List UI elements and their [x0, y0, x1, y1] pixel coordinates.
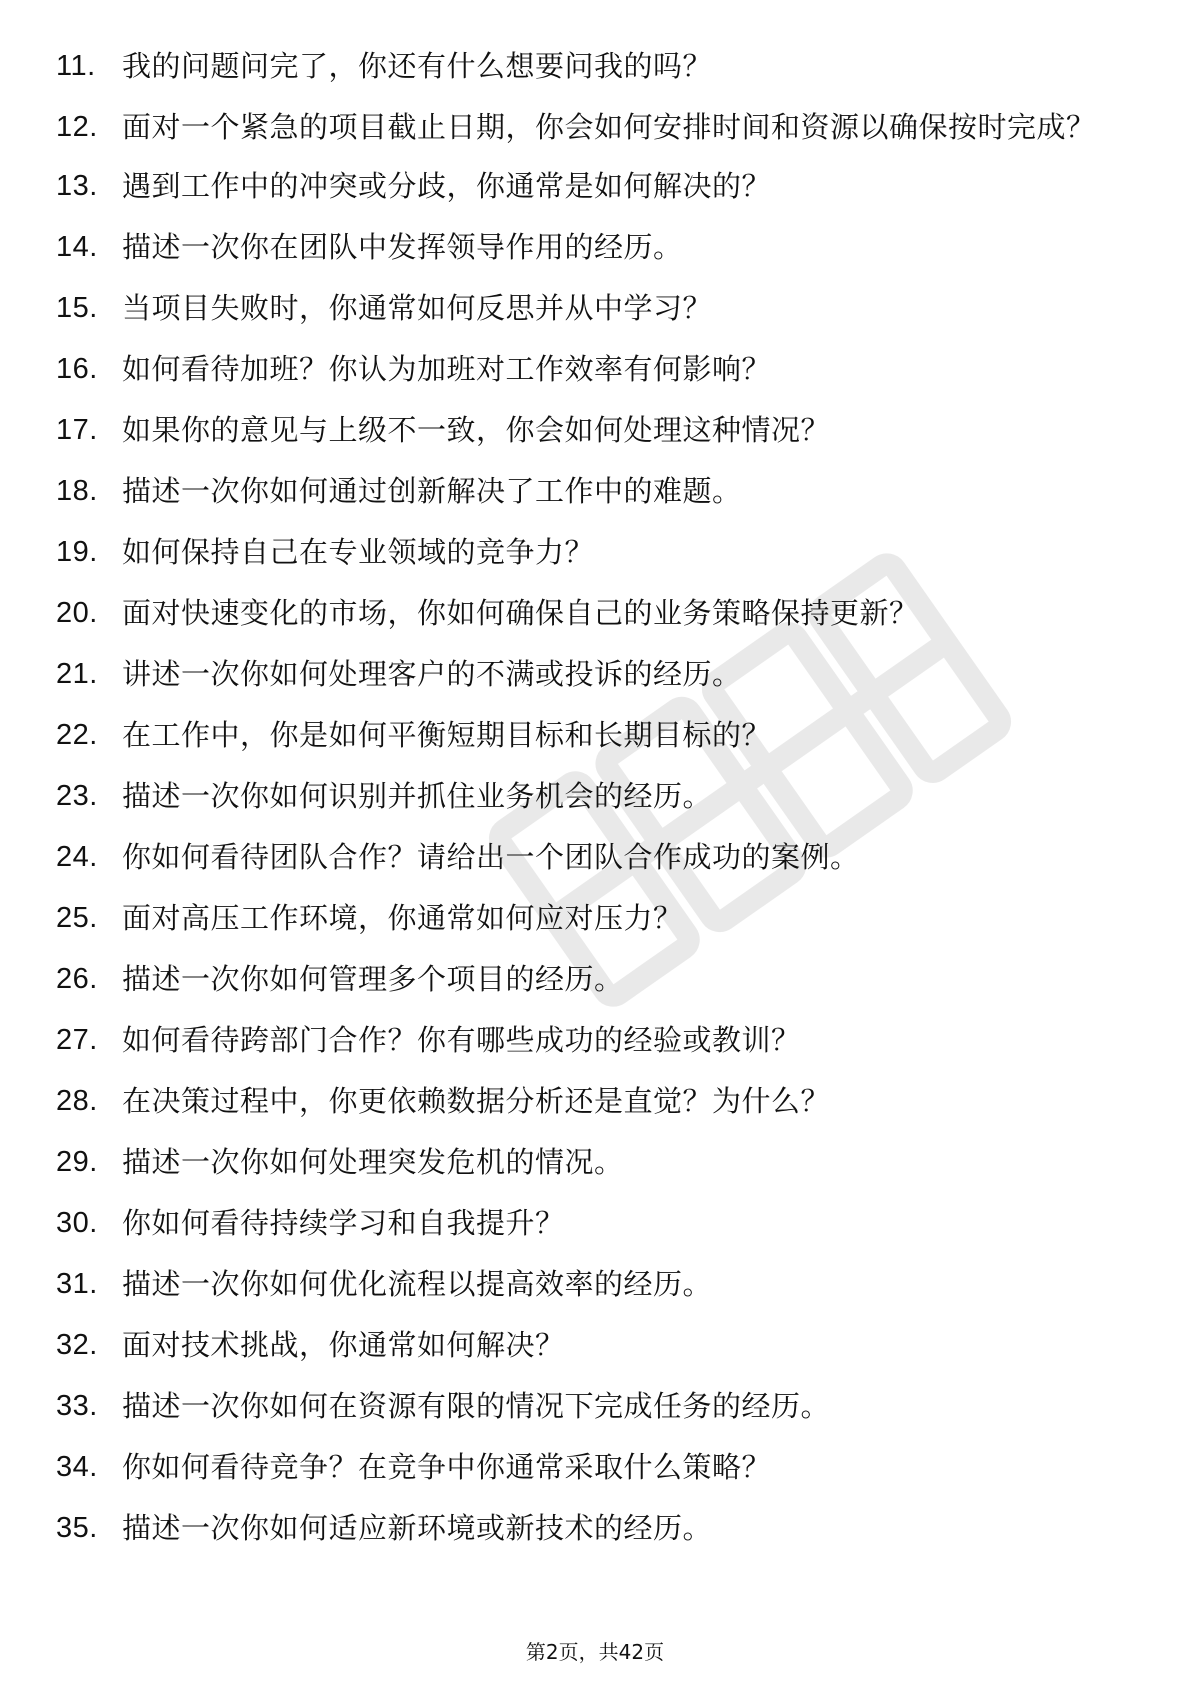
question-item — [56, 1022, 1116, 1058]
question-item — [56, 229, 1116, 265]
page-number: 第2页，共42页 — [525, 1640, 665, 1664]
question-text: 如何看待加班？你认为加班对工作效率有何影响？ — [122, 352, 772, 386]
question-number: 21. — [56, 658, 98, 690]
question-number: 24. — [56, 841, 98, 873]
question-number: 18. — [56, 475, 98, 507]
question-number: 27. — [56, 1024, 98, 1056]
question-text: 描述一次你如何优化流程以提高效率的经历。 — [122, 1267, 713, 1301]
question-item — [56, 1449, 1116, 1485]
question-number: 13. — [56, 170, 98, 202]
question-item — [56, 778, 1116, 814]
question-item — [56, 534, 1116, 570]
question-item — [56, 900, 1116, 936]
question-number: 22. — [56, 719, 98, 751]
question-item — [56, 1205, 1116, 1241]
question-number: 15. — [56, 292, 98, 324]
question-item — [56, 48, 1116, 84]
question-number: 33. — [56, 1390, 98, 1422]
question-text: 在工作中，你是如何平衡短期目标和长期目标的？ — [122, 718, 772, 752]
question-number: 28. — [56, 1085, 98, 1117]
question-number: 31. — [56, 1268, 98, 1300]
question-text: 描述一次你如何适应新环境或新技术的经历。 — [122, 1511, 713, 1545]
question-item — [56, 473, 1116, 509]
question-text: 当项目失败时，你通常如何反思并从中学习？ — [122, 291, 713, 325]
question-number: 29. — [56, 1146, 98, 1178]
question-number: 34. — [56, 1451, 98, 1483]
question-number: 30. — [56, 1207, 98, 1239]
question-item — [56, 1083, 1116, 1119]
question-text: 描述一次你如何在资源有限的情况下完成任务的经历。 — [122, 1389, 831, 1423]
question-text: 讲述一次你如何处理客户的不满或投诉的经历。 — [122, 657, 742, 691]
question-text: 描述一次你如何管理多个项目的经历。 — [122, 962, 624, 996]
question-item — [56, 961, 1116, 997]
question-text: 如何看待跨部门合作？你有哪些成功的经验或教训？ — [122, 1023, 801, 1057]
question-item — [56, 168, 1116, 204]
question-number: 26. — [56, 963, 98, 995]
question-number: 16. — [56, 353, 98, 385]
question-item — [56, 656, 1116, 692]
question-text: 你如何看待竞争？在竞争中你通常采取什么策略？ — [122, 1450, 772, 1484]
question-text: 你如何看待团队合作？请给出一个团队合作成功的案例。 — [122, 840, 860, 874]
question-item — [56, 1388, 1116, 1424]
question-text: 我的问题问完了，你还有什么想要问我的吗？ — [122, 49, 713, 83]
question-number: 35. — [56, 1512, 98, 1544]
question-text: 在决策过程中，你更依赖数据分析还是直觉？为什么？ — [122, 1084, 831, 1118]
question-number: 20. — [56, 597, 98, 629]
question-text: 描述一次你如何通过创新解决了工作中的难题。 — [122, 474, 742, 508]
question-item — [56, 1266, 1116, 1302]
question-text: 你如何看待持续学习和自我提升？ — [122, 1206, 565, 1240]
question-number: 25. — [56, 902, 98, 934]
question-number: 11. — [56, 50, 96, 82]
question-number: 14. — [56, 231, 98, 263]
question-number: 23. — [56, 780, 98, 812]
question-text: 面对一个紧急的项目截止日期，你会如何安排时间和资源以确保按时完成？ — [122, 110, 1096, 144]
question-number: 19. — [56, 536, 98, 568]
question-text: 描述一次你在团队中发挥领导作用的经历。 — [122, 230, 683, 264]
question-list — [56, 48, 1116, 1571]
question-item — [56, 595, 1116, 631]
question-text: 面对高压工作环境，你通常如何应对压力？ — [122, 901, 683, 935]
question-item — [56, 717, 1116, 753]
question-item — [56, 1327, 1116, 1363]
question-item — [56, 412, 1116, 448]
question-text: 遇到工作中的冲突或分歧，你通常是如何解决的？ — [122, 169, 772, 203]
question-text: 如果你的意见与上级不一致，你会如何处理这种情况？ — [122, 413, 831, 447]
question-item — [56, 109, 1116, 145]
question-number: 17. — [56, 414, 98, 446]
question-text: 描述一次你如何处理突发危机的情况。 — [122, 1145, 624, 1179]
question-item — [56, 1510, 1116, 1546]
question-text: 描述一次你如何识别并抓住业务机会的经历。 — [122, 779, 713, 813]
question-item — [56, 839, 1116, 875]
question-item — [56, 290, 1116, 326]
question-item — [56, 1144, 1116, 1180]
question-number: 32. — [56, 1329, 98, 1361]
question-number: 12. — [56, 111, 98, 143]
question-text: 如何保持自己在专业领域的竞争力？ — [122, 535, 595, 569]
question-item — [56, 351, 1116, 387]
question-text: 面对快速变化的市场，你如何确保自己的业务策略保持更新？ — [122, 596, 919, 630]
question-text: 面对技术挑战，你通常如何解决？ — [122, 1328, 565, 1362]
